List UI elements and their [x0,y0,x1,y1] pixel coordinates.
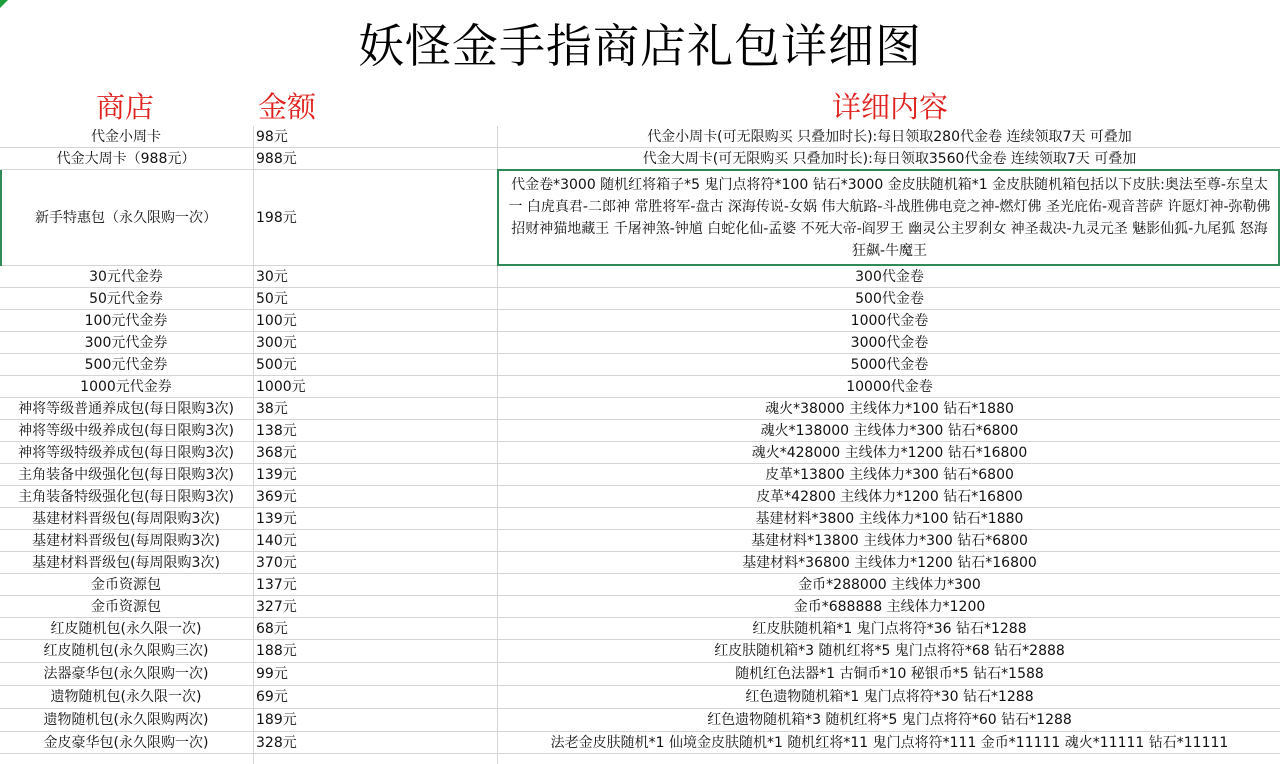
cell-detail[interactable]: 10000代金卷 [846,378,933,395]
cell-detail[interactable]: 魂火*38000 主线体力*100 钻石*1880 [765,400,1014,417]
cell-shop[interactable]: 50元代金券 [89,290,163,307]
cell-price[interactable]: 188元 [256,643,297,659]
cell-shop[interactable]: 神将等级特级养成包(每日限购3次) [18,444,234,461]
cell-shop[interactable]: 红皮随机包(永久限一次) [50,620,202,637]
cell-shop[interactable]: 主角装备特级强化包(每日限购3次) [18,488,234,505]
cell-shop[interactable]: 1000元代金券 [80,378,172,395]
cell-shop[interactable]: 遗物随机包(永久限购两次) [43,712,209,728]
cell-detail[interactable]: 红皮肤随机箱*1 鬼门点将符*36 钻石*1288 [752,620,1027,637]
table-row [0,398,1280,420]
cell-detail[interactable]: 魂火*138000 主线体力*300 钻石*6800 [760,422,1019,439]
cell-detail[interactable]: 皮革*13800 主线体力*300 钻石*6800 [765,466,1014,483]
cell-price[interactable]: 100元 [256,312,297,329]
cell-shop[interactable]: 神将等级普通养成包(每日限购3次) [18,400,234,417]
cell-detail[interactable]: 基建材料*3800 主线体力*100 钻石*1880 [755,510,1024,527]
cell-detail[interactable]: 金币*288000 主线体力*300 [798,576,981,593]
cell-detail[interactable]: 金币*688888 主线体力*1200 [793,598,986,615]
cell-price[interactable]: 500元 [256,356,297,373]
cell-detail[interactable]: 代金大周卡(可无限购买 只叠加时长):每日领取3560代金卷 连续领取7天 可叠加 [642,150,1137,167]
cell-detail[interactable]: 随机红色法器*1 古铜币*10 秘银币*5 钻石*1588 [735,666,1044,682]
header-price[interactable]: 金额 [258,90,317,124]
cell-price[interactable]: 370元 [256,554,297,571]
cell-price[interactable]: 300元 [256,334,297,351]
table-row [0,332,1280,354]
cell-price[interactable]: 50元 [256,290,288,307]
page-title: 妖怪金手指商店礼包详细图 [358,19,922,73]
cell-price[interactable]: 328元 [256,734,297,751]
cell-detail[interactable]: 基建材料*36800 主线体力*1200 钻石*16800 [742,554,1037,571]
cell-detail[interactable]: 法老金皮肤随机*1 仙境金皮肤随机*1 随机红将*11 鬼门点将符*111 金币*11111 魂火*11111 钻石*11111 [550,734,1229,751]
table-row [0,148,1280,170]
table-row [0,464,1280,486]
cell-shop[interactable]: 新手特惠包（永久限购一次） [35,209,217,226]
cell-price[interactable]: 68元 [256,620,288,637]
cell-price[interactable]: 139元 [256,510,297,527]
cell-shop[interactable]: 主角装备中级强化包(每日限购3次) [18,466,234,483]
table-row [0,530,1280,552]
table-row [0,170,1280,266]
cell-price[interactable]: 369元 [256,488,297,505]
cell-detail[interactable]: 500代金卷 [855,290,924,307]
cell-detail[interactable]: 基建材料*13800 主线体力*300 钻石*6800 [751,532,1028,549]
cell-detail[interactable]: 5000代金卷 [850,356,929,373]
table-row [0,596,1280,618]
table-row [0,486,1280,508]
cell-shop[interactable]: 基建材料晋级包(每周限购3次) [32,554,220,571]
cell-price[interactable]: 98元 [256,128,288,145]
cell-price[interactable]: 198元 [256,209,297,226]
table-row [0,310,1280,332]
sheet-corner-marker [0,0,8,8]
cell-shop[interactable]: 300元代金券 [84,334,168,351]
cell-shop[interactable]: 遗物随机包(永久限一次) [50,689,202,705]
cell-shop[interactable]: 金币资源包 [91,598,161,615]
cell-price[interactable]: 69元 [256,689,288,705]
header-detail[interactable]: 详细内容 [831,90,948,124]
table-row [0,266,1280,288]
cell-detail[interactable]: 红色遗物随机箱*1 鬼门点将符*30 钻石*1288 [745,689,1034,705]
cell-price[interactable]: 327元 [256,598,297,615]
cell-shop[interactable]: 法器豪华包(永久限购一次) [43,666,209,682]
cell-shop[interactable]: 红皮随机包(永久限购三次) [43,643,209,659]
cell-price[interactable]: 99元 [256,666,288,682]
cell-shop[interactable]: 100元代金券 [84,312,168,329]
cell-shop[interactable]: 金币资源包 [91,576,161,593]
cell-shop[interactable]: 神将等级中级养成包(每日限购3次) [18,422,234,439]
table-row [0,420,1280,442]
table-row [0,709,1280,732]
cell-price[interactable]: 1000元 [256,378,306,395]
table-row [0,618,1280,640]
cell-detail[interactable]: 3000代金卷 [850,334,929,351]
cell-price[interactable]: 140元 [256,532,297,549]
table-row [0,640,1280,663]
cell-price[interactable]: 988元 [256,150,297,167]
cell-shop[interactable]: 500元代金券 [84,356,168,373]
table-row [0,732,1280,754]
cell-price[interactable]: 137元 [256,576,297,593]
table-row [0,552,1280,574]
header-shop[interactable]: 商店 [96,90,155,124]
cell-shop[interactable]: 代金大周卡（988元） [56,150,196,167]
table-row [0,686,1280,709]
cell-price[interactable]: 139元 [256,466,297,483]
cell-shop[interactable]: 金皮豪华包(永久限购一次) [43,734,209,751]
table-row [0,354,1280,376]
table-row [0,126,1280,148]
cell-detail[interactable]: 魂火*428000 主线体力*1200 钻石*16800 [751,444,1028,461]
cell-price[interactable]: 30元 [256,268,288,285]
cell-detail[interactable]: 300代金卷 [855,268,924,285]
cell-detail[interactable]: 代金小周卡(可无限购买 只叠加时长):每日领取280代金卷 连续领取7天 可叠加 [647,128,1132,145]
cell-detail[interactable]: 皮革*42800 主线体力*1200 钻石*16800 [756,488,1023,505]
table-row [0,508,1280,530]
cell-detail[interactable]: 红皮肤随机箱*3 随机红将*5 鬼门点将符*68 钻石*2888 [714,643,1065,659]
cell-shop[interactable]: 基建材料晋级包(每周限购3次) [32,532,220,549]
cell-detail[interactable]: 红色遗物随机箱*3 随机红将*5 鬼门点将符*60 钻石*1288 [707,712,1072,728]
table-row [0,574,1280,596]
cell-shop[interactable]: 基建材料晋级包(每周限购3次) [32,510,220,527]
cell-shop[interactable]: 30元代金券 [89,268,163,285]
table-row [0,376,1280,398]
cell-price[interactable]: 368元 [256,444,297,461]
table-row [0,288,1280,310]
cell-price[interactable]: 38元 [256,400,288,417]
table-row [0,442,1280,464]
row-selection-marker [0,170,2,266]
cell-price[interactable]: 138元 [256,422,297,439]
table-row [0,663,1280,686]
cell-detail[interactable]: 代金卷*3000 随机红将箱子*5 鬼门点将符*100 钻石*3000 金皮肤随机箱*1 金皮肤随机箱包括以下皮肤:奥法至尊-东皇太一 白虎真君-二郎神 常胜将军-盘古 深海传说-女娲 伟大航路-斗战胜佛电竞之神-燃灯佛 圣光庇佑-观音菩萨 许愿灯神-弥勒佛 招财神猫地藏王 千屠神煞-钟馗 白蛇化仙-孟婆 不死大帝-阎罗王 幽灵公主罗刹女 神圣裁决-九灵元圣 魅影仙狐-九尾狐 怒海狂飙-牛魔王 [508,176,1271,259]
cell-shop[interactable]: 代金小周卡 [91,128,161,145]
cell-price[interactable]: 189元 [256,712,297,728]
cell-detail[interactable]: 1000代金卷 [850,312,929,329]
